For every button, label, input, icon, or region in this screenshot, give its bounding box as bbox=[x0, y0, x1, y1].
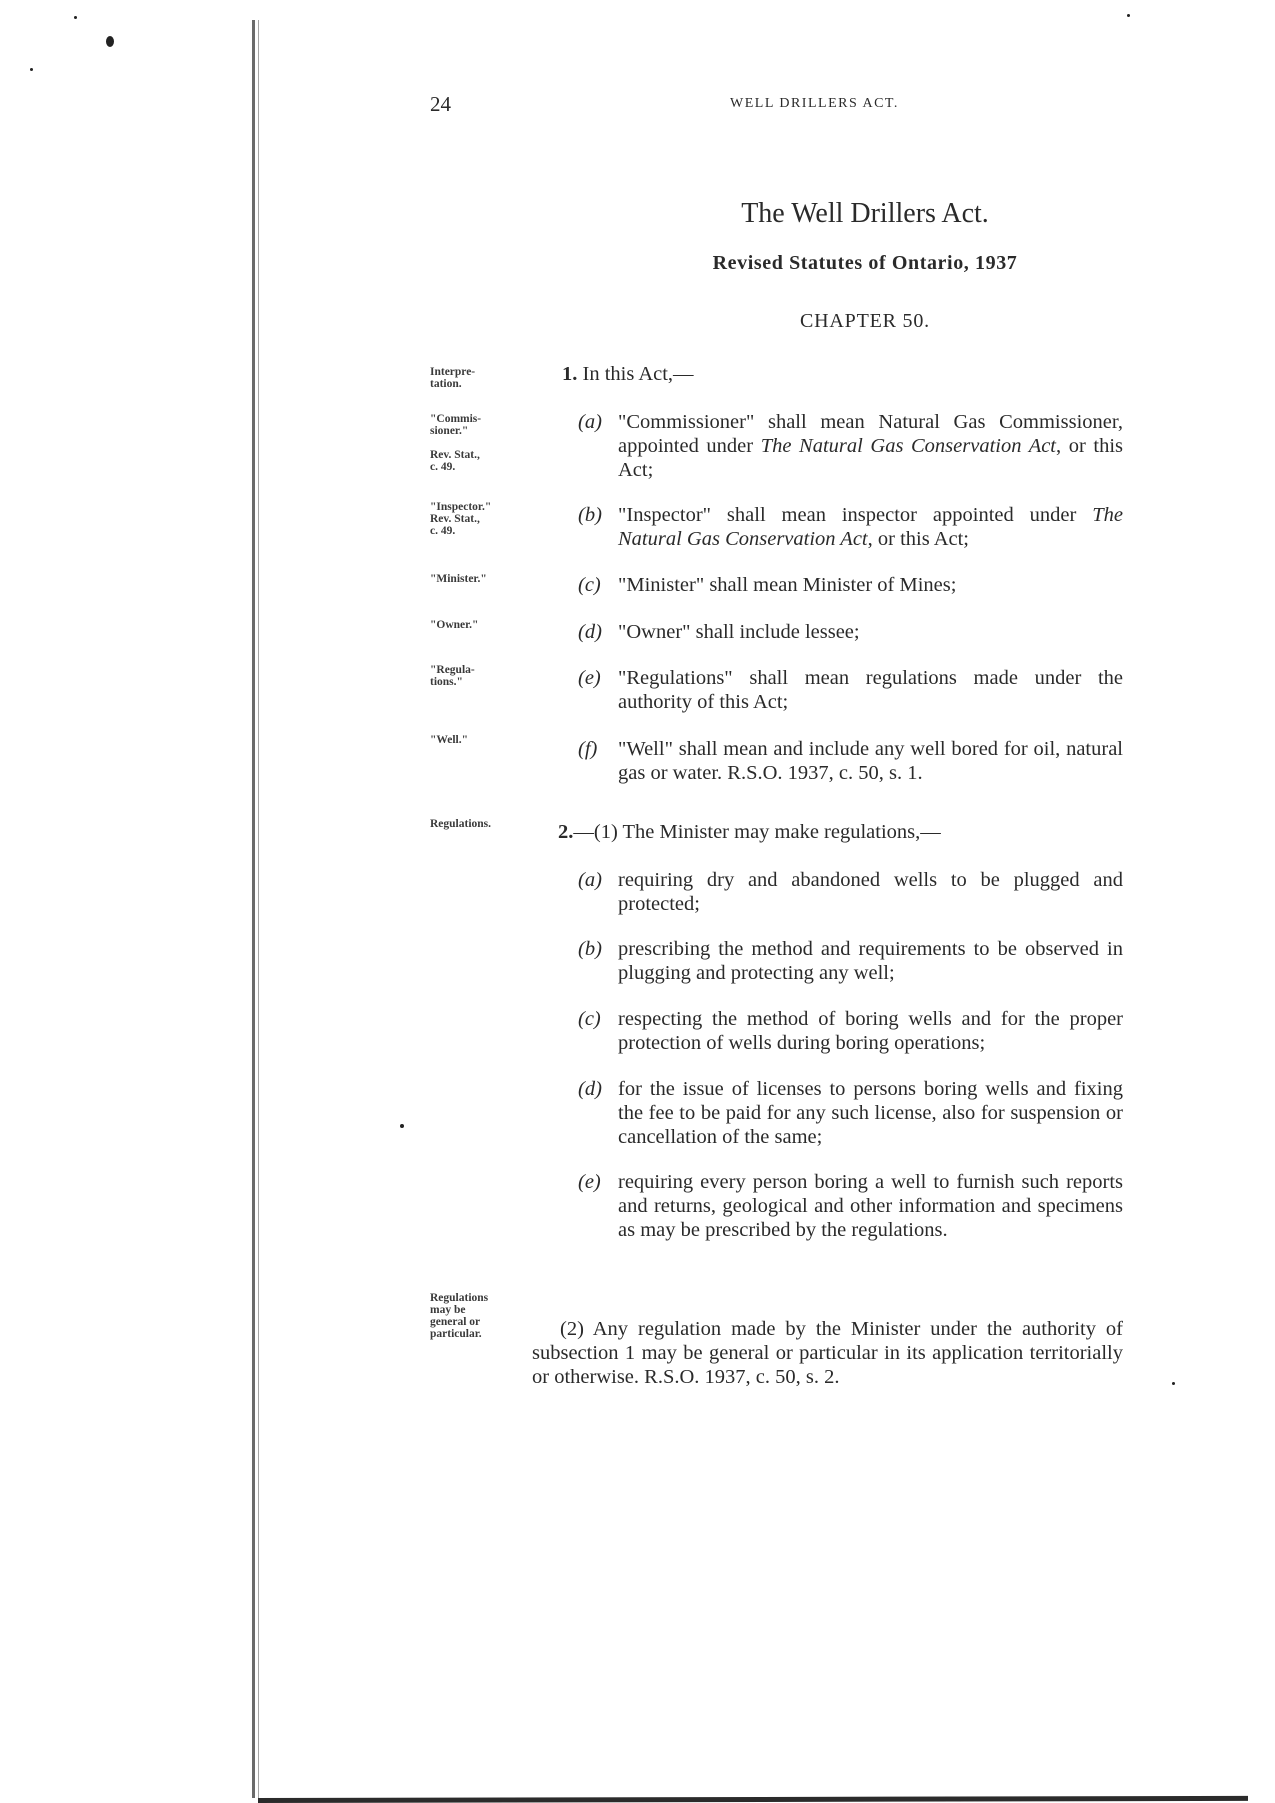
act-citation: The Natural Gas Conservation Act bbox=[618, 504, 1123, 550]
clause-text: for the issue of licenses to persons boring wells and fixing the fee to be paid for any such license, also for suspension or cancellation of the same; bbox=[618, 1078, 1123, 1148]
clause-1a bbox=[578, 410, 1123, 482]
section-lead-text: —(1) The Minister may make regulations,— bbox=[573, 821, 941, 843]
margin-note-line: "Regula- bbox=[430, 664, 475, 676]
margin-note-inspector bbox=[430, 501, 530, 537]
clause-1c bbox=[578, 573, 1123, 597]
clause-text: "Regulations" shall mean regulations made under the authority of this Act; bbox=[618, 667, 1123, 713]
statute-subtitle: Revised Statutes of Ontario, 1937 bbox=[712, 252, 1018, 274]
margin-note-line: c. 49. bbox=[430, 525, 456, 537]
page-binding-edge-inner bbox=[258, 20, 259, 1798]
clause-label: (f) bbox=[578, 738, 598, 760]
section-1-lead bbox=[562, 362, 694, 386]
clause-2a bbox=[578, 868, 1123, 916]
clause-text: respecting the method of boring wells and for the proper protection of wells during boring operations; bbox=[618, 1008, 1123, 1054]
margin-note-regulations bbox=[430, 664, 530, 688]
margin-note-line: "Well." bbox=[430, 734, 469, 746]
clause-label: (b) bbox=[578, 938, 602, 960]
clause-text-part: , or this Act; bbox=[867, 528, 969, 550]
clause-text: requiring dry and abandoned wells to be plugged and protected; bbox=[618, 869, 1123, 915]
margin-note-line: "Owner." bbox=[430, 619, 479, 631]
clause-label: (e) bbox=[578, 667, 601, 689]
clause-text-part: , or this Act; bbox=[618, 435, 1124, 481]
clause-1b bbox=[578, 503, 1123, 551]
clause-text-part: "Commissioner" shall mean Natural Gas Commissioner, appointed under bbox=[618, 411, 1123, 457]
margin-note-line: may be bbox=[430, 1304, 466, 1316]
margin-note-line: Rev. Stat., bbox=[430, 449, 480, 461]
margin-note-line: Regulations bbox=[430, 1292, 489, 1304]
margin-note-interpretation bbox=[430, 366, 530, 390]
scan-speck bbox=[1172, 1382, 1175, 1385]
margin-note-line: sioner." bbox=[430, 425, 469, 437]
section-lead-text: In this Act,— bbox=[582, 363, 694, 385]
margin-note-line: particular. bbox=[430, 1328, 482, 1340]
clause-label: (c) bbox=[578, 1008, 601, 1030]
chapter-heading: CHAPTER 50. bbox=[800, 310, 930, 332]
section-2-lead bbox=[558, 820, 941, 844]
clause-label: (a) bbox=[578, 411, 602, 433]
clause-text: "Well" shall mean and include any well bored for oil, natural gas or water. R.S.O. 1937, c. 50, s. 1. bbox=[618, 738, 1123, 784]
act-citation: The Natural Gas Conservation Act bbox=[760, 435, 1057, 457]
subsection-2-2: (2) Any regulation made by the Minister under the authority of subsection 1 may be general or particular in its application territorially or otherwise. R.S.O. 1937, c. 50, s. 2. bbox=[532, 1317, 1123, 1388]
clause-label: (d) bbox=[578, 1078, 602, 1100]
margin-note-line: "Inspector." bbox=[430, 501, 492, 513]
clause-2b bbox=[578, 937, 1123, 985]
clause-text: "Minister" shall mean Minister of Mines; bbox=[618, 574, 957, 596]
margin-note-commissioner bbox=[430, 413, 530, 437]
margin-note-line: tation. bbox=[430, 378, 462, 390]
clause-1e bbox=[578, 666, 1123, 714]
margin-note-line: "Commis- bbox=[430, 413, 482, 425]
margin-note-line: c. 49. bbox=[430, 461, 456, 473]
section-number: 1. bbox=[562, 363, 578, 385]
scan-speck bbox=[30, 68, 33, 71]
clause-label: (a) bbox=[578, 869, 602, 891]
running-head: WELL DRILLERS ACT. bbox=[730, 96, 899, 111]
margin-note-general-particular bbox=[430, 1292, 530, 1340]
margin-note-line: general or bbox=[430, 1316, 481, 1328]
scan-speck bbox=[400, 1124, 404, 1128]
clause-text bbox=[578, 410, 1123, 482]
clause-2c bbox=[578, 1007, 1123, 1055]
clause-label: (c) bbox=[578, 574, 601, 596]
section-number: 2. bbox=[558, 821, 574, 843]
scan-speck bbox=[74, 16, 77, 19]
margin-note-rev-stat bbox=[430, 449, 530, 473]
margin-note-line: "Minister." bbox=[430, 573, 487, 585]
margin-note-well bbox=[430, 734, 530, 746]
margin-note-minister bbox=[430, 573, 530, 585]
clause-text bbox=[578, 503, 1123, 551]
scan-speck bbox=[1127, 14, 1130, 17]
clause-2d bbox=[578, 1077, 1123, 1149]
act-title: The Well Drillers Act. bbox=[741, 198, 989, 229]
clause-2e bbox=[578, 1170, 1123, 1242]
margin-note-line: Regulations. bbox=[430, 818, 492, 830]
clause-1d bbox=[578, 620, 1123, 644]
margin-note-line: tions." bbox=[430, 676, 463, 688]
page-number: 24 bbox=[430, 92, 451, 116]
clause-label: (d) bbox=[578, 621, 602, 643]
clause-label: (e) bbox=[578, 1171, 601, 1193]
clause-text: requiring every person boring a well to furnish such reports and returns, geological and other information and specimens as may be prescribed by the regulations. bbox=[618, 1171, 1123, 1241]
margin-note-line: Interpre- bbox=[430, 366, 476, 378]
scan-speck bbox=[106, 36, 114, 47]
clause-1f bbox=[578, 737, 1123, 785]
margin-note-line: Rev. Stat., bbox=[430, 513, 480, 525]
margin-note-regulations-heading bbox=[430, 818, 530, 830]
clause-text: prescribing the method and requirements to be observed in plugging and protecting any well; bbox=[618, 938, 1123, 984]
clause-text: "Owner" shall include lessee; bbox=[618, 621, 860, 643]
page-binding-edge bbox=[252, 20, 255, 1798]
clause-text-part: "Inspector" shall mean inspector appointed under bbox=[618, 504, 1093, 526]
page-bottom-edge bbox=[258, 1796, 1248, 1803]
margin-note-owner bbox=[430, 619, 530, 631]
clause-label: (b) bbox=[578, 504, 602, 526]
